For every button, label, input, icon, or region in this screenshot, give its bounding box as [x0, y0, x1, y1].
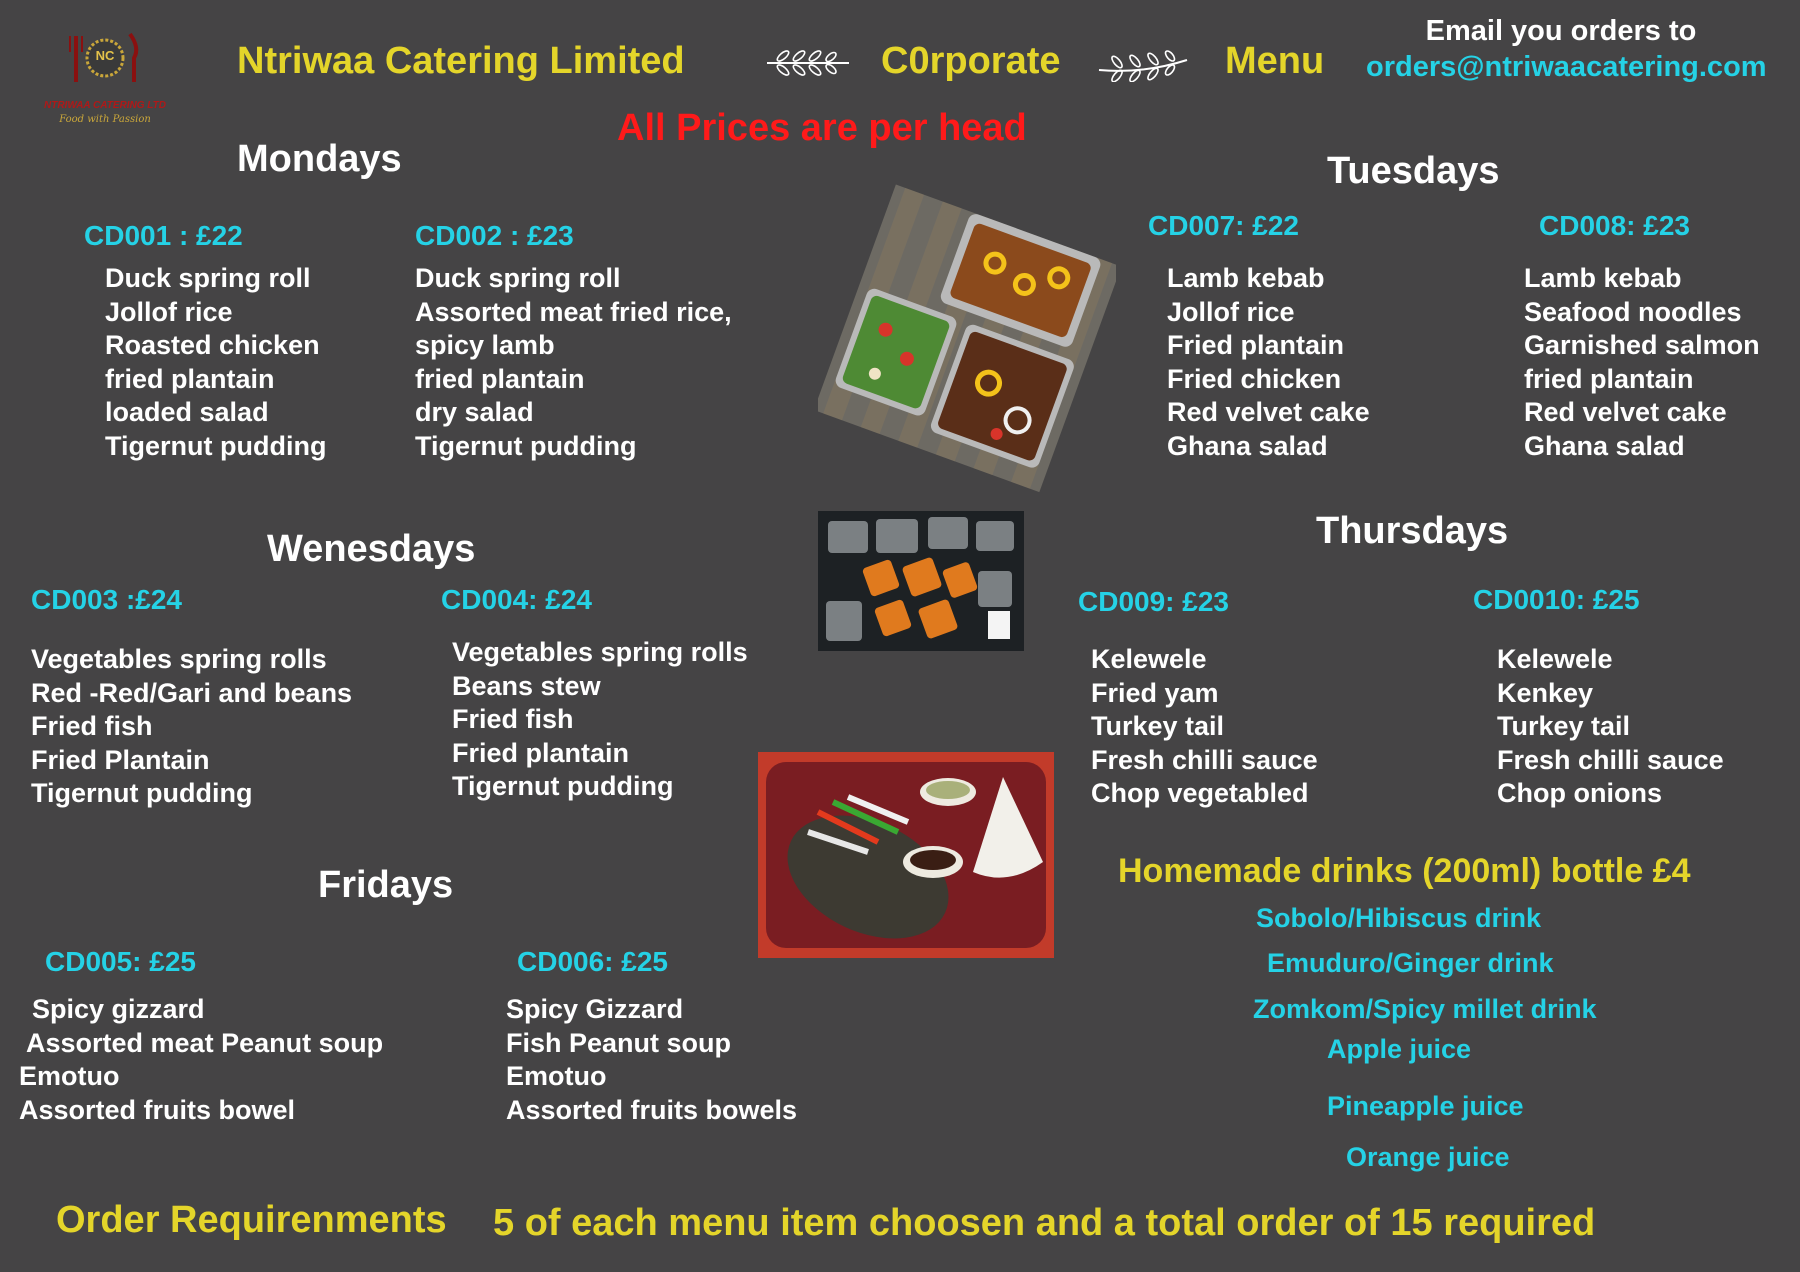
menu-items-cd001 [105, 262, 326, 463]
option-code-cd007: CD007: £22 [1148, 210, 1299, 241]
list-item: Emotuo [506, 1061, 607, 1091]
corporate-word: C0rporate [881, 40, 1061, 82]
list-item: Turkey tail [1091, 711, 1225, 741]
drink-item: Emuduro/Ginger drink [1267, 948, 1554, 978]
list-item: Roasted chicken [105, 330, 320, 360]
list-item: fried plantain [415, 363, 585, 394]
drink-item: Apple juice [1327, 1034, 1472, 1064]
list-item: Beans stew [452, 670, 601, 701]
list-item: Turkey tail [1497, 711, 1631, 741]
list-item: Duck spring roll [415, 263, 621, 293]
list-item: Red -Red/Gari and beans [31, 677, 353, 708]
list-item: Fried plantain [452, 737, 630, 768]
leaf-branch-right-icon [1095, 48, 1191, 82]
list-item: fried plantain [1524, 363, 1694, 394]
drink-item: Sobolo/Hibiscus drink [1256, 903, 1542, 933]
list-item: Emotuo [19, 1061, 120, 1091]
list-item: Ghana salad [1167, 430, 1328, 461]
packed-meals-photo [818, 511, 1024, 651]
drinks-title: Homemade drinks (200ml) bottle £4 [1118, 852, 1691, 890]
menu-items-cd002 [415, 262, 732, 463]
menu-items-cd0010 [1497, 643, 1724, 811]
list-item: fried plantain [105, 363, 275, 394]
menu-word: Menu [1225, 40, 1325, 82]
list-item: Chop vegetabled [1091, 778, 1309, 808]
list-item: Vegetables spring rolls [452, 637, 748, 667]
list-item: loaded salad [105, 397, 269, 427]
thursdays-title: Thursdays [1316, 510, 1509, 552]
list-item: Fried fish [31, 711, 153, 741]
option-code-cd005: CD005: £25 [45, 946, 196, 977]
drink-item: Pineapple juice [1327, 1091, 1524, 1121]
list-item: Seafood noodles [1524, 296, 1742, 327]
option-code-cd008: CD008: £23 [1539, 210, 1690, 241]
list-item: Tigernut pudding [415, 430, 637, 461]
menu-items-cd007 [1167, 262, 1370, 463]
tuesdays-title: Tuesdays [1327, 150, 1500, 192]
list-item: Lamb kebab [1167, 263, 1325, 293]
list-item: spicy lamb [415, 330, 555, 360]
option-code-cd0010: CD0010: £25 [1473, 584, 1640, 615]
menu-items-cd005 [19, 993, 383, 1127]
logo-initials: NC [95, 48, 115, 63]
option-code-cd009: CD009: £23 [1078, 586, 1229, 617]
list-item: Lamb kebab [1524, 263, 1682, 293]
option-code-cd003: CD003 :£24 [31, 584, 182, 615]
order-requirements-label: Order Requirenments [56, 1199, 447, 1241]
option-code-cd006: CD006: £25 [517, 946, 668, 977]
list-item: Fresh chilli sauce [1091, 744, 1318, 775]
list-item: Fish Peanut soup [506, 1027, 732, 1058]
list-item: Fresh chilli sauce [1497, 744, 1724, 775]
logo-tagline: Food with Passion [59, 114, 151, 125]
list-item: dry salad [415, 397, 534, 427]
leaf-branch-left-icon [763, 46, 853, 80]
list-item: Duck spring roll [105, 263, 311, 293]
menu-items-cd006 [506, 993, 797, 1127]
drink-item: Zomkom/Spicy millet drink [1253, 994, 1597, 1024]
menu-items-cd004 [452, 636, 748, 804]
menu-items-cd009 [1091, 643, 1318, 811]
list-item: Kelewele [1091, 644, 1207, 674]
list-item: Jollof rice [1167, 296, 1295, 327]
mondays-title: Mondays [237, 138, 402, 180]
list-item: Vegetables spring rolls [31, 644, 327, 674]
list-item: Jollof rice [105, 296, 233, 327]
email-link[interactable]: orders@ntriwaacatering.com [1366, 51, 1767, 83]
list-item: Assorted fruits bowel [19, 1094, 296, 1125]
list-item: Garnished salmon [1524, 330, 1760, 360]
list-item: Chop onions [1497, 778, 1662, 808]
list-item: Fried fish [452, 704, 574, 734]
list-item: Assorted fruits bowels [506, 1094, 798, 1125]
order-requirements-text: 5 of each menu item choosen and a total order of 15 required [493, 1202, 1596, 1244]
list-item: Fried yam [1091, 677, 1219, 708]
fridays-title: Fridays [318, 864, 454, 906]
list-item: Red velvet cake [1524, 397, 1727, 427]
jollof-tray-photo [818, 178, 1116, 496]
list-item: Tigernut pudding [105, 430, 327, 461]
drink-item: Orange juice [1346, 1142, 1510, 1172]
list-item: Kenkey [1497, 677, 1594, 708]
email-label: Email you orders to [1425, 15, 1697, 47]
option-code-cd002: CD002 : £23 [415, 220, 574, 251]
list-item: Red velvet cake [1167, 397, 1370, 427]
list-item: Tigernut pudding [452, 771, 674, 801]
logo [30, 28, 180, 133]
menu-items-cd008 [1524, 262, 1760, 463]
list-item: Fried plantain [1167, 330, 1345, 360]
wednesdays-title: Wenesdays [267, 528, 476, 570]
list-item: Tigernut pudding [31, 778, 253, 808]
list-item: Fried Plantain [31, 744, 210, 775]
company-name: Ntriwaa Catering Limited [237, 40, 685, 82]
menu-items-cd003 [31, 643, 352, 811]
list-item: Assorted meat Peanut soup [26, 1027, 384, 1058]
list-item: Fried chicken [1167, 363, 1342, 394]
prices-note: All Prices are per head [617, 107, 1027, 149]
fish-banku-photo [758, 752, 1054, 958]
list-item: Assorted meat fried rice, [415, 296, 732, 327]
option-code-cd001: CD001 : £22 [84, 220, 243, 251]
list-item: Spicy Gizzard [506, 994, 684, 1024]
logo-name: NTRIWAA CATERING LTD [43, 100, 167, 111]
option-code-cd004: CD004: £24 [441, 584, 592, 615]
list-item: Spicy gizzard [32, 994, 205, 1024]
list-item: Ghana salad [1524, 430, 1685, 461]
list-item: Kelewele [1497, 644, 1613, 674]
